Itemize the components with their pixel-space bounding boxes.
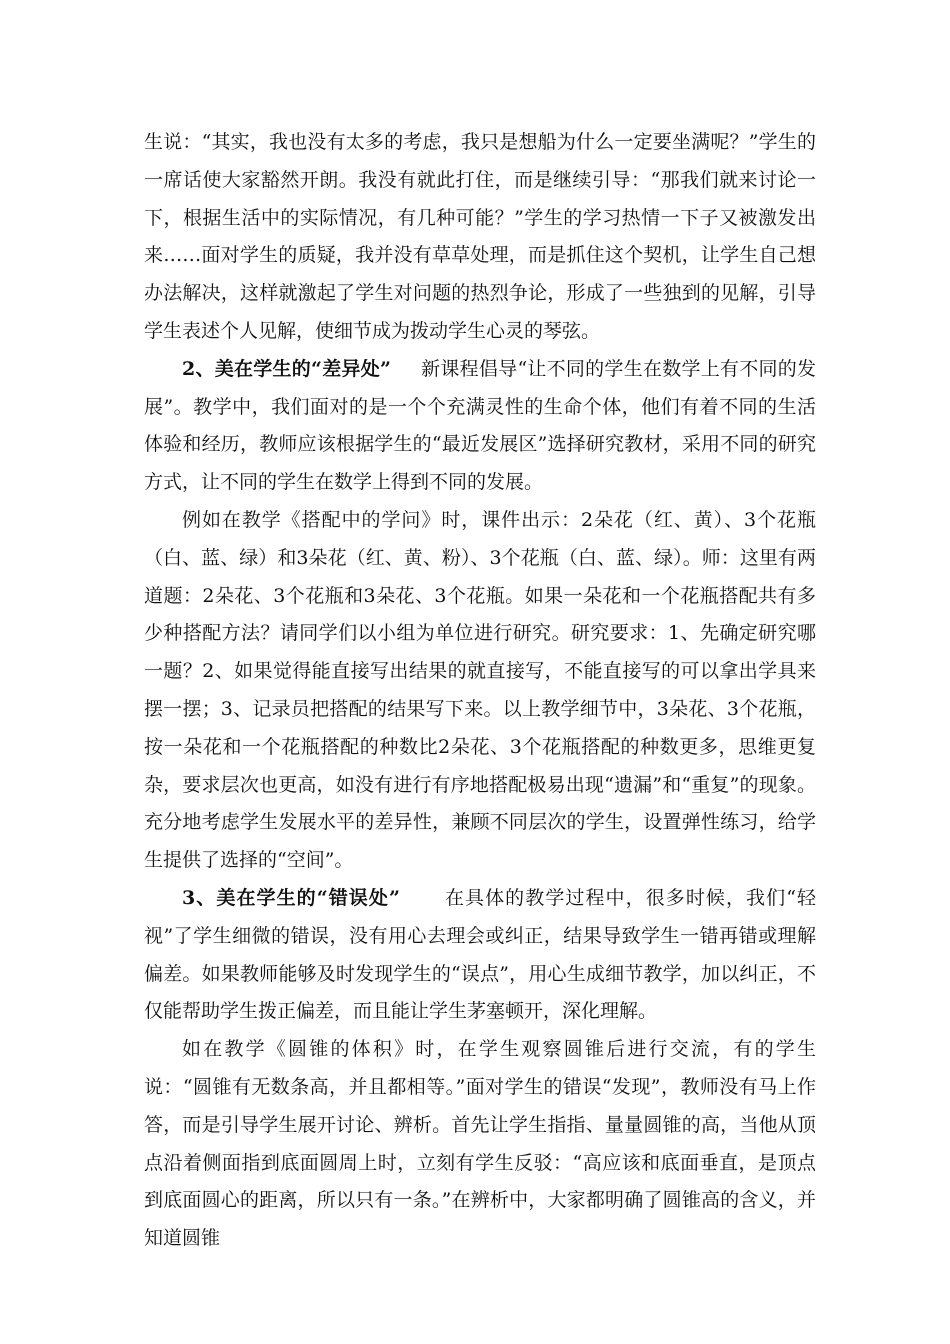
paragraph-example-cone: 如在教学《圆锥的体积》时，在学生观察圆锥后进行交流，有的学生说：“圆锥有无数条高，并且都相等。”面对学生的错误“发现”，教师没有马上作答，而是引导学生展开讨论、辨析。首先让学生指指、量量圆锥的高，当他从顶点沿着侧面指到底面圆周上时，立刻有学生反驳：“高应该和底面垂直，是顶点到底面圆心的距离，所以只有一条。”在辨析中，大家都明确了圆锥高的含义，并知道圆锥 <box>144 1038 816 1250</box>
document-page <box>144 124 816 1258</box>
section-heading-error: 3、美在学生的“错误处” <box>182 886 400 909</box>
paragraph-error <box>144 880 816 1031</box>
paragraph-difference-body: 新课程倡导“让不同的学生在数学上有不同的发展”。教学中，我们面对的是一个个充满灵性的生命个体，他们有着不同的生活体验和经历，教师应该根据学生的“最近发展区”选择研究教材，采用不同的研究方式，让不同的学生在数学上得到不同的发展。 <box>144 357 816 494</box>
paragraph-continuation: 生说：“其实，我也没有太多的考虑，我只是想船为什么一定要坐满呢？”学生的一席话使大家豁然开朗。我没有就此打住，而是继续引导：“那我们就来讨论一下，根据生活中的实际情况，有几种可能？”学生的学习热情一下子又被激发出来……面对学生的质疑，我并没有草草处理，而是抓住这个契机，让学生自己想办法解决，这样就激起了学生对问题的热烈争论，形成了一些独到的见解，引导学生表述个人见解，使细节成为拨动学生心灵的琴弦。 <box>144 131 816 342</box>
paragraph-difference <box>144 351 816 502</box>
section-heading-difference: 2、美在学生的“差异处” <box>182 357 391 380</box>
paragraph-error-body: 在具体的教学过程中，很多时候，我们“轻视”了学生细微的错误，没有用心去理会或纠正，结果导致学生一错再错或理解偏差。如果教师能够及时发现学生的“误点”，用心生成细节教学，加以纠正，不仅能帮助学生拨正偏差，而且能让学生茅塞顿开，深化理解。 <box>144 886 816 1023</box>
paragraph-example-matching: 例如在教学《搭配中的学问》时，课件出示：2朵花（红、黄）、3个花瓶（白、蓝、绿）和3朵花（红、黄、粉）、3个花瓶（白、蓝、绿）。师：这里有两道题：2朵花、3个花瓶和3朵花、3个花瓶。如果一朵花和一个花瓶搭配共有多少种搭配方法？请同学们以小组为单位进行研究。研究要求：1、先确定研究哪一题？2、如果觉得能直接写出结果的就直接写，不能直接写的可以拿出学具来摆一摆；3、记录员把搭配的结果写下来。以上教学细节中，3朵花、3个花瓶，按一朵花和一个花瓶搭配的种数比2朵花、3个花瓶搭配的种数更多，思维更复杂，要求层次也更高，如没有进行有序地搭配极易出现“遗漏”和“重复”的现象。充分地考虑学生发展水平的差异性，兼顾不同层次的学生，设置弹性练习，给学生提供了选择的“空间”。 <box>144 508 816 872</box>
